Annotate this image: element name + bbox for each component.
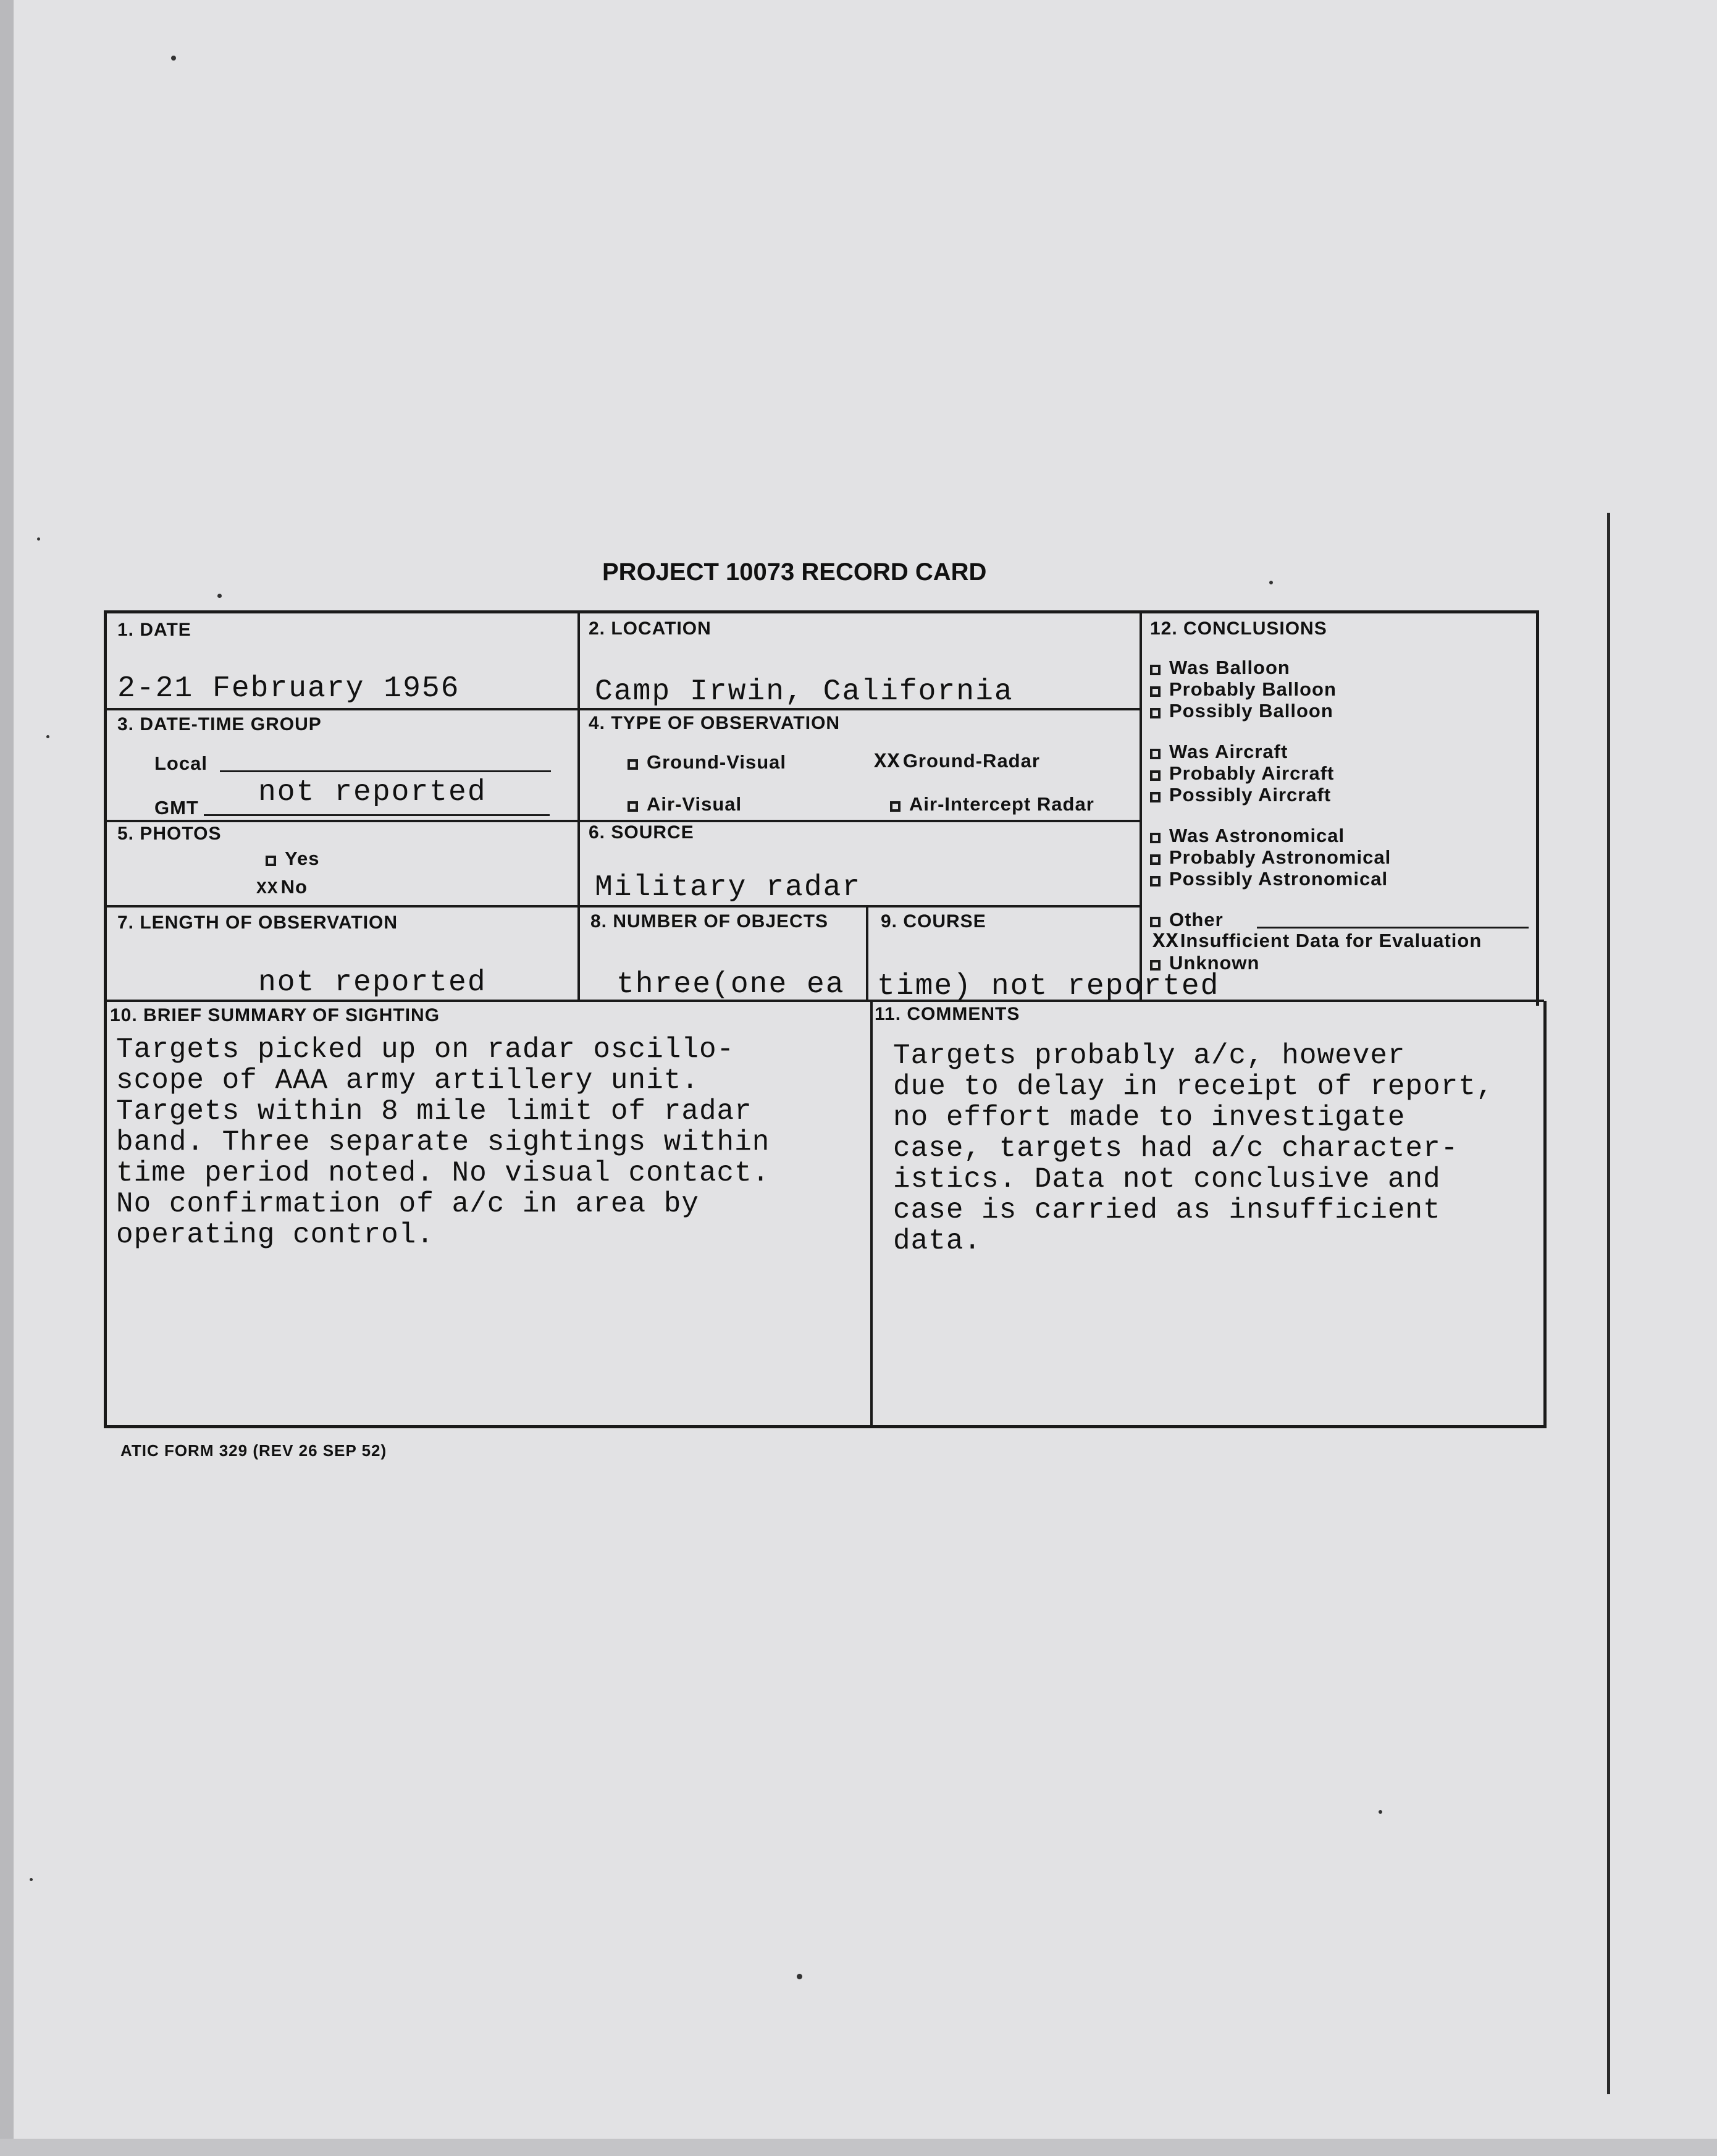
number-of-objects-value: three(one ea: [616, 968, 845, 1001]
comments-line: Targets probably a/c, however: [893, 1040, 1406, 1072]
summary-line: operating control.: [116, 1219, 434, 1251]
comments-line: istics. Data not conclusive and: [893, 1163, 1441, 1195]
comments-line: no effort made to investigate: [893, 1101, 1406, 1134]
checkbox-icon: [1150, 708, 1161, 718]
date-time-group-label: 3. DATE-TIME GROUP: [117, 714, 322, 735]
checkbox-icon: [1150, 770, 1161, 781]
conclusion-was-aircraft: Was Aircraft: [1150, 741, 1288, 763]
type-of-observation-label: 4. TYPE OF OBSERVATION: [589, 713, 841, 733]
conclusion-other: Other: [1150, 909, 1224, 931]
checked-mark: XX: [1152, 930, 1179, 954]
frame-right-upper: [1536, 610, 1539, 1006]
summary-line: band. Three separate sightings within: [116, 1126, 770, 1158]
frame-right-lower: [1543, 1001, 1547, 1428]
length-of-observation-label: 7. LENGTH OF OBSERVATION: [117, 912, 398, 933]
checkbox-icon: [628, 801, 638, 812]
checked-mark: XX: [874, 751, 900, 774]
course-label: 9. COURSE: [881, 911, 986, 932]
summary-line: scope of AAA army artillery unit.: [116, 1064, 699, 1097]
conclusion-possibly-astronomical: Possibly Astronomical: [1150, 868, 1388, 890]
comments-line: data.: [893, 1225, 982, 1257]
source-value: Military radar: [595, 871, 862, 904]
gmt-value: not reported: [258, 776, 487, 809]
option-ground-radar: XX Ground-Radar: [874, 750, 1040, 774]
frame-left: [104, 610, 107, 1428]
summary-line: Targets picked up on radar oscillo-: [116, 1034, 735, 1066]
location-label: 2. LOCATION: [589, 618, 712, 639]
summary-line: time period noted. No visual contact.: [116, 1157, 770, 1189]
summary-line: No confirmation of a/c in area by: [116, 1188, 699, 1220]
photos-yes: Yes: [266, 848, 319, 870]
checkbox-icon: [628, 759, 638, 770]
gmt-underline: [204, 814, 550, 816]
checkbox-icon: [1150, 960, 1161, 971]
photos-label: 5. PHOTOS: [117, 823, 222, 844]
divider-summary-comments: [870, 1001, 873, 1427]
checkbox-icon: [1150, 854, 1161, 865]
date-label: 1. DATE: [117, 620, 191, 640]
length-of-observation-value: not reported: [258, 966, 487, 1000]
location-value: Camp Irwin, California: [595, 675, 1014, 709]
conclusion-probably-astronomical: Probably Astronomical: [1150, 846, 1391, 869]
comments-line: due to delay in receipt of report,: [893, 1071, 1494, 1103]
summary-line: Targets within 8 mile limit of radar: [116, 1095, 752, 1127]
conclusion-possibly-balloon: Possibly Balloon: [1150, 700, 1333, 722]
conclusion-was-astronomical: Was Astronomical: [1150, 825, 1345, 847]
option-air-visual: Air-Visual: [628, 793, 742, 815]
checkbox-icon: [1150, 792, 1161, 802]
checkbox-icon: [1150, 917, 1161, 927]
local-underline: [220, 770, 551, 772]
conclusion-possibly-aircraft: Possibly Aircraft: [1150, 784, 1331, 806]
checkbox-icon: [890, 801, 900, 812]
checkbox-icon: [1150, 876, 1161, 886]
source-label: 6. SOURCE: [589, 822, 694, 843]
date-value: 2-21 February 1956: [117, 672, 460, 705]
form-footer: ATIC FORM 329 (REV 26 SEP 52): [120, 1441, 387, 1460]
gmt-label: GMT: [154, 797, 199, 819]
frame-top: [105, 610, 1539, 613]
row-divider-3: [105, 905, 1141, 907]
card-title: PROJECT 10073 RECORD CARD: [602, 558, 987, 586]
checkbox-icon: [1150, 686, 1161, 697]
conclusion-unknown: Unknown: [1150, 952, 1260, 974]
comments-line: case, targets had a/c character-: [893, 1132, 1459, 1164]
divider-objects-course: [866, 906, 868, 1001]
option-ground-visual: Ground-Visual: [628, 751, 786, 773]
comments-text: [893, 1040, 1494, 1257]
brief-summary-label: 10. BRIEF SUMMARY OF SIGHTING: [110, 1005, 440, 1025]
conclusion-probably-aircraft: Probably Aircraft: [1150, 762, 1334, 785]
comments-line: case is carried as insufficient: [893, 1194, 1441, 1226]
checked-mark: XX: [256, 880, 279, 899]
local-label: Local: [154, 752, 208, 774]
conclusion-was-balloon: Was Balloon: [1150, 657, 1290, 679]
course-value: time) not reported: [877, 970, 1220, 1003]
brief-summary-text: [116, 1034, 770, 1250]
number-of-objects-label: 8. NUMBER OF OBJECTS: [590, 911, 829, 932]
conclusion-probably-balloon: Probably Balloon: [1150, 678, 1337, 701]
checkbox-icon: [1150, 749, 1161, 759]
divider-col1: [577, 610, 580, 1001]
option-air-intercept-radar: Air-Intercept Radar: [890, 793, 1094, 815]
conclusion-insufficient-data: XXInsufficient Data for Evaluation: [1152, 930, 1482, 954]
checkbox-icon: [266, 856, 276, 866]
frame-bottom: [105, 1425, 1547, 1428]
other-underline: [1257, 927, 1529, 929]
checkbox-icon: [1150, 665, 1161, 675]
conclusions-label: 12. CONCLUSIONS: [1150, 618, 1327, 639]
divider-conclusions: [1140, 610, 1142, 1001]
photos-no: XX No: [256, 876, 308, 899]
checkbox-icon: [1150, 833, 1161, 843]
comments-label: 11. COMMENTS: [875, 1004, 1020, 1024]
